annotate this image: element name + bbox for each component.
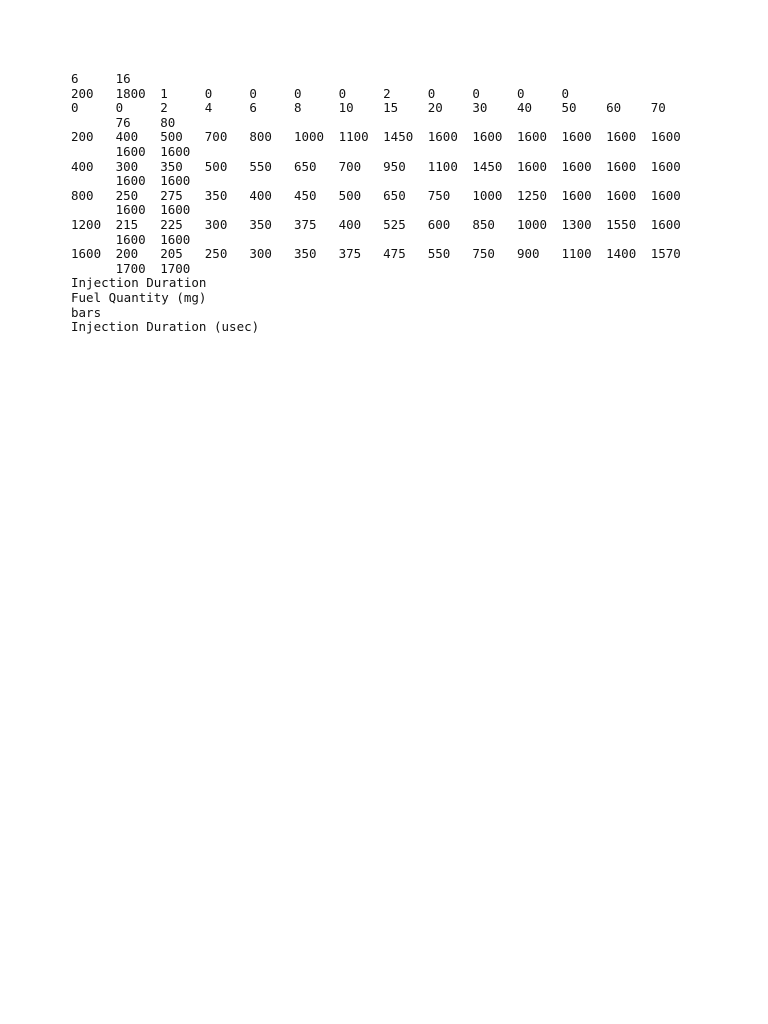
table-cell: 0 — [338, 85, 347, 101]
table-row — [71, 174, 695, 189]
table-cell: 40 — [516, 100, 532, 116]
table-cell: 1450 — [383, 129, 414, 145]
table-cell: 1100 — [427, 158, 458, 174]
table-cell: 700 — [204, 129, 228, 145]
table-cell: 400 — [338, 216, 362, 232]
table-cell: 1600 — [650, 187, 681, 203]
table-cell: 650 — [383, 187, 406, 203]
table-row — [71, 233, 695, 248]
table-cell: 1250 — [516, 187, 548, 203]
table-cell: 1600 — [650, 158, 681, 174]
table-cell: 0 — [204, 85, 213, 101]
table-cell: 70 — [650, 100, 666, 116]
table-cell: 1600 — [115, 231, 146, 247]
label-pressure-unit: bars — [71, 304, 102, 320]
table-cell: 250 — [204, 246, 228, 262]
table-cell: 0 — [293, 85, 302, 101]
table-cell: 600 — [427, 216, 451, 232]
table-cell: 1200 — [71, 216, 102, 232]
label-fuel-quantity: Fuel Quantity (mg) — [71, 289, 207, 305]
table-cell: 275 — [160, 187, 183, 203]
table-cell: 0 — [427, 85, 436, 101]
table-cell: 60 — [606, 100, 622, 116]
table-cell: 850 — [472, 216, 495, 232]
table-cell: 1000 — [516, 216, 548, 232]
table-cell: 1600 — [427, 129, 458, 145]
table-cell: 1600 — [606, 158, 637, 174]
table-cell: 1550 — [606, 216, 637, 232]
table-cell: 350 — [204, 187, 228, 203]
table-cell — [71, 145, 116, 160]
table-cell: 300 — [204, 216, 228, 232]
table-cell: 1600 — [160, 231, 191, 247]
table-cell: 1600 — [160, 143, 191, 159]
table-cell: 0 — [561, 85, 570, 101]
table-cell: 8 — [293, 100, 302, 116]
table-cell: 1700 — [160, 260, 191, 276]
table-row — [71, 203, 695, 218]
table-cell: 375 — [338, 246, 362, 262]
table-row — [71, 262, 695, 277]
label-duration-unit: Injection Duration (usec) — [71, 319, 260, 335]
table-cell: 0 — [516, 85, 525, 101]
table-cell: 700 — [338, 158, 362, 174]
table-row — [71, 145, 695, 160]
table-cell: 400 — [249, 187, 272, 203]
table-cell: 0 — [472, 85, 480, 101]
table-cell: 1700 — [115, 260, 146, 276]
table-cell: 1600 — [650, 216, 681, 232]
table-row — [71, 87, 695, 102]
table-cell: 250 — [115, 187, 139, 203]
table-cell: 1600 — [115, 202, 146, 218]
table-cell: 1600 — [561, 187, 592, 203]
table-cell: 10 — [338, 100, 354, 116]
table-cell: 400 — [71, 158, 94, 174]
table-cell: 1600 — [160, 202, 191, 218]
table-cell: 1570 — [650, 246, 681, 262]
table-cell: 500 — [160, 129, 183, 145]
table-cell — [71, 203, 116, 218]
table-cell: 1600 — [606, 129, 637, 145]
table-cell: 215 — [115, 216, 139, 232]
table-cell — [71, 174, 116, 189]
table-cell: 1600 — [115, 143, 146, 159]
table-cell: 950 — [383, 158, 406, 174]
table-cell: 550 — [427, 246, 451, 262]
label-injection-duration: Injection Duration — [71, 275, 207, 291]
table-cell: 400 — [115, 129, 139, 145]
table-cell: 6 — [249, 100, 257, 116]
table-cell: 350 — [160, 158, 183, 174]
table-cell: 525 — [383, 216, 406, 232]
table-cell: 0 — [71, 100, 79, 116]
table-row — [71, 247, 695, 262]
table-cell: 1600 — [71, 246, 102, 262]
table-row — [71, 116, 695, 131]
table-cell: 1600 — [561, 129, 592, 145]
table-cell: 375 — [293, 216, 317, 232]
table-cell: 1000 — [472, 187, 503, 203]
table-cell: 900 — [516, 246, 540, 262]
table-cell: 225 — [160, 216, 183, 232]
table-cell: 200 — [71, 129, 94, 145]
table-row — [71, 101, 695, 116]
table-cell: 1100 — [561, 246, 592, 262]
table-cell: 1600 — [606, 187, 637, 203]
table-cell: 350 — [293, 246, 317, 262]
table-cell: 1600 — [561, 158, 592, 174]
table-cell: 200 — [71, 85, 94, 101]
table-row — [71, 72, 695, 87]
table-cell: 1600 — [650, 129, 681, 145]
table-cell: 50 — [561, 100, 577, 116]
table-cell: 1100 — [338, 129, 369, 145]
table-cell: 20 — [427, 100, 443, 116]
table-cell: 15 — [383, 100, 399, 116]
table-cell: 30 — [472, 100, 488, 116]
table-cell: 1600 — [115, 173, 146, 189]
table-cell: 1600 — [160, 173, 191, 189]
table-cell: 2 — [383, 85, 391, 101]
table-cell: 350 — [249, 216, 272, 232]
table-cell — [71, 262, 116, 277]
table-cell: 6 — [71, 71, 79, 86]
table-cell: 1450 — [472, 158, 503, 174]
table-cell: 500 — [204, 158, 228, 174]
table-cell: 800 — [249, 129, 272, 145]
table-cell: 0 — [115, 100, 124, 116]
table-cell: 16 — [115, 71, 131, 86]
table-cell: 500 — [338, 187, 362, 203]
table-cell — [71, 116, 116, 131]
table-row — [71, 130, 695, 145]
table-cell: 550 — [249, 158, 272, 174]
table-cell: 1 — [160, 85, 168, 101]
table-cell: 475 — [383, 246, 406, 262]
table-cell: 76 — [115, 114, 131, 130]
table-cell: 1400 — [606, 246, 637, 262]
table-cell: 300 — [249, 246, 272, 262]
table-row — [71, 218, 695, 233]
table-cell: 1600 — [516, 129, 548, 145]
table-cell — [71, 233, 116, 248]
table-row — [71, 189, 695, 204]
table-cell: 4 — [204, 100, 213, 116]
table-cell: 80 — [160, 114, 176, 130]
table-cell: 0 — [249, 85, 257, 101]
table-cell: 300 — [115, 158, 139, 174]
table-cell: 750 — [472, 246, 495, 262]
table-cell: 1800 — [115, 85, 146, 101]
table-cell: 750 — [427, 187, 451, 203]
table-row — [71, 160, 695, 175]
table-cell: 650 — [293, 158, 317, 174]
table-cell: 1000 — [293, 129, 325, 145]
table-cell: 1600 — [472, 129, 503, 145]
table-cell: 200 — [115, 246, 139, 262]
injection-table — [71, 72, 695, 276]
table-cell: 450 — [293, 187, 317, 203]
table-cell: 1600 — [516, 158, 548, 174]
text-document — [71, 72, 695, 335]
table-cell: 1300 — [561, 216, 592, 232]
table-cell: 205 — [160, 246, 183, 262]
table-cell: 2 — [160, 100, 168, 116]
table-cell: 800 — [71, 187, 94, 203]
